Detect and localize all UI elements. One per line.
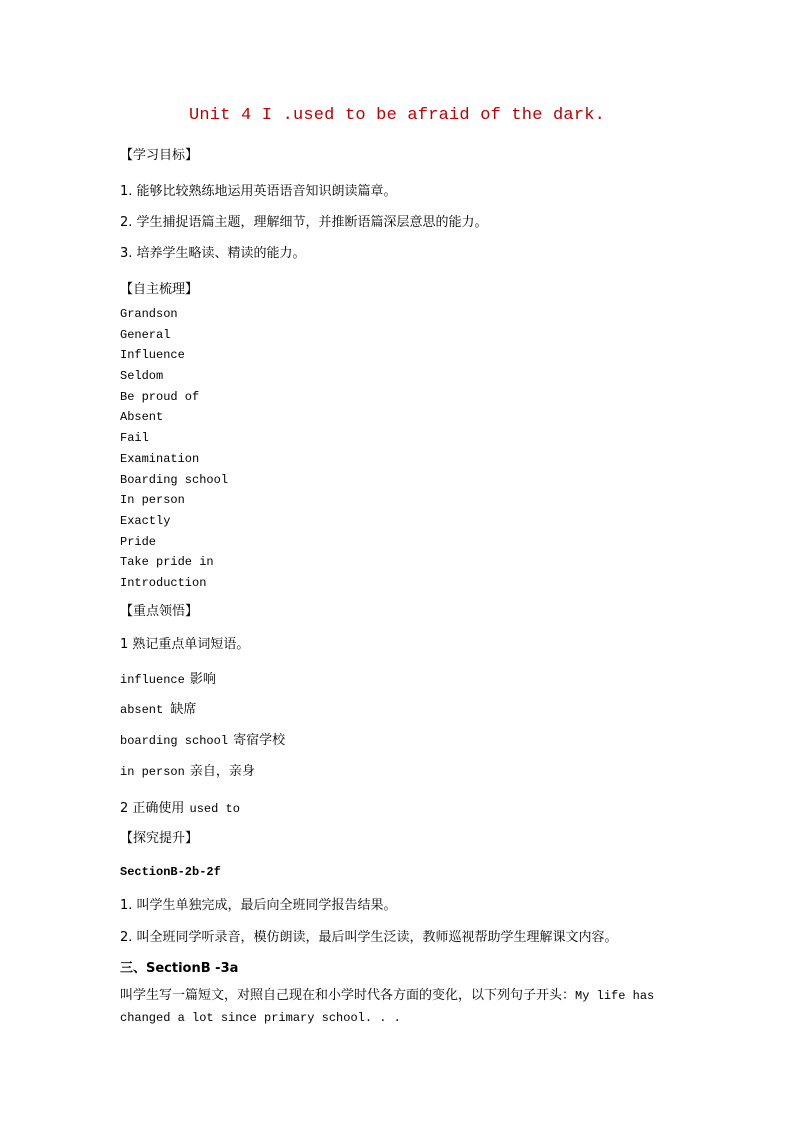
phrase-row xyxy=(120,760,255,779)
objective-item-1: 1. 能够比较熟练地运用英语语音知识朗读篇章。 xyxy=(120,184,397,199)
phrase-cn: 影响 xyxy=(189,672,216,687)
vocab-item: Influence xyxy=(120,348,185,363)
phrase-cn: 亲自，亲身 xyxy=(189,764,255,779)
vocab-item: Fail xyxy=(120,431,149,446)
vocab-item: Grandson xyxy=(120,307,178,321)
document-title: Unit 4 I .used to be afraid of the dark. xyxy=(188,106,606,125)
vocab-item: In person xyxy=(120,493,185,508)
vocab-item: Pride xyxy=(120,534,157,549)
vocab-item: General xyxy=(120,327,171,342)
key-points-item-2: 2 正确使用 used to xyxy=(120,801,240,816)
vocab-item: Be proud of xyxy=(120,389,200,404)
section-label: SectionB-2b-2f xyxy=(120,865,221,879)
writing-task: 叫学生写一篇短文，对照自己现在和小学时代各方面的变化，以下列句子开头：My life has changed a lot since primary school. . . xyxy=(120,988,655,1025)
vocab-item: Introduction xyxy=(120,575,207,590)
phrase-en: in person xyxy=(120,765,185,779)
vocab-item: Take pride in xyxy=(120,555,214,570)
key-points-item-1: 1 熟记重点单词短语。 xyxy=(120,637,250,652)
vocabulary-list xyxy=(120,304,228,594)
explore-step-1: 1. 叫学生单独完成，最后向全班同学报告结果。 xyxy=(120,898,397,913)
part3-label: 三、SectionB -3a xyxy=(120,961,239,976)
vocab-item: Absent xyxy=(120,410,164,425)
objective-item-2: 2. 学生捕捉语篇主题，理解细节，并推断语篇深层意思的能力。 xyxy=(120,215,488,230)
phrase-row xyxy=(120,698,196,717)
explore-step-2: 2. 叫全班同学听录音，模仿朗读，最后叫学生泛读，教师巡视帮助学生理解课文内容。 xyxy=(120,930,618,945)
objective-item-3: 3. 培养学生略读、精读的能力。 xyxy=(120,246,306,261)
key-points-heading: 【重点领悟】 xyxy=(120,604,199,619)
phrase-en: boarding school xyxy=(120,734,229,748)
phrase-en: influence xyxy=(120,673,185,687)
vocab-item: Examination xyxy=(120,451,200,466)
self-study-heading: 【自主梳理】 xyxy=(120,282,199,297)
phrase-cn: 缺席 xyxy=(170,702,197,717)
phrase-en: absent xyxy=(120,703,171,717)
objectives-heading: 【学习目标】 xyxy=(120,148,199,163)
phrase-row xyxy=(120,668,216,687)
vocab-item: Exactly xyxy=(120,513,171,528)
vocab-item: Seldom xyxy=(120,369,164,384)
explore-heading: 【探究提升】 xyxy=(120,831,199,846)
vocab-item: Boarding school xyxy=(120,472,229,487)
phrase-cn: 寄宿学校 xyxy=(233,733,286,748)
phrase-row xyxy=(120,729,285,748)
